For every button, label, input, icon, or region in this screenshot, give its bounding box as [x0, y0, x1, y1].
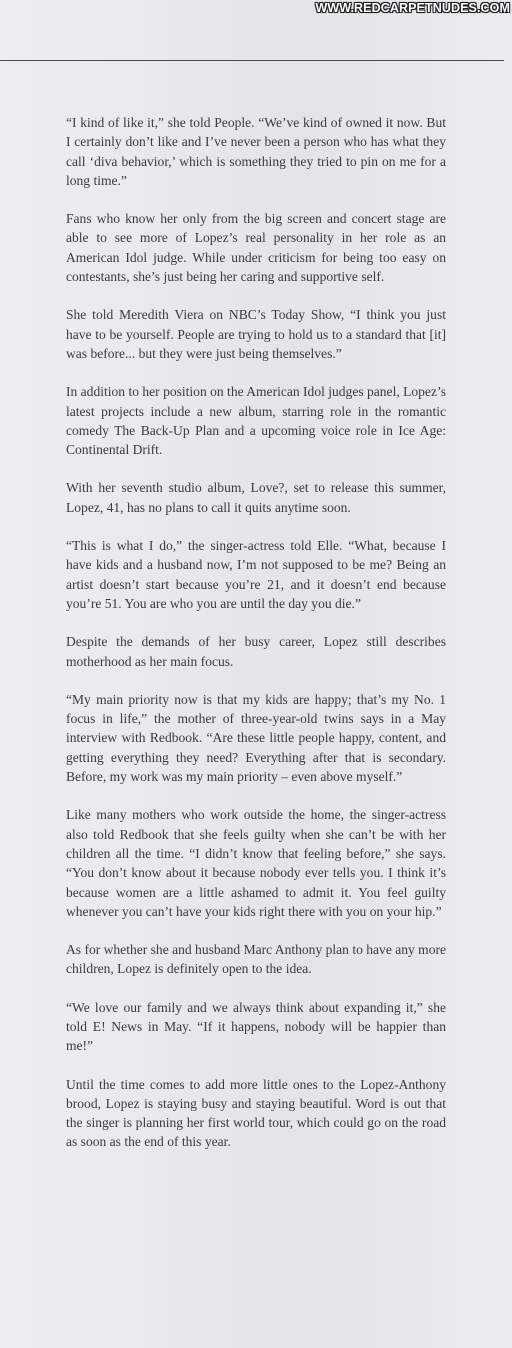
watermark: WWW.REDCARPETNUDES.COM [315, 1, 510, 15]
paragraph-9: Like many mothers who work outside the home, the singer-actress also told Redbook that she feels guilty when she can’t be with her children all the time. “I didn’t know that feeling before,” she says. “You don’t know about it because nobody ever tells you. I think it’s because women are a little ashamed to admit it. You feel guilty whenever you can’t have your kids right there with you on your hip.” [66, 807, 446, 919]
header-rule [0, 60, 504, 61]
paragraph-7: Despite the demands of her busy career, Lopez still describes motherhood as her main focus. [66, 634, 446, 669]
paragraph-4: In addition to her position on the American Idol judges panel, Lopez’s latest projects include a new album, starring role in the romantic comedy The Back-Up Plan and a upcoming voice role in Ice Age: Continental Drift. [66, 384, 446, 458]
paragraph-11: “We love our family and we always think about expanding it,” she told E! News in May. “If it happens, nobody will be happier than me!” [66, 999, 446, 1054]
paragraph-5: With her seventh studio album, Love?, set to release this summer, Lopez, 41, has no plans to call it quits anytime soon. [66, 480, 446, 515]
paragraph-6: “This is what I do,” the singer-actress told Elle. “What, because I have kids and a husband now, I’m not supposed to be me? Being an artist doesn’t start because you’re 21, and it doesn’t end because you’re 51. You are who you are until the day you die.” [66, 538, 446, 611]
paragraph-8: “My main priority now is that my kids are happy; that’s my No. 1 focus in life,” the mother of three-year-old twins says in a May interview with Redbook. “Are these little people happy, content, and getting everything they need? Everything after that is secondary. Before, my work was my main priority – even above myself.” [66, 691, 446, 785]
paragraph-12: Until the time comes to add more little ones to the Lopez-Anthony brood, Lopez is staying busy and staying beautiful. Word is out that the singer is planning her first world tour, which could go on the road as soon as the end of this year. [66, 1076, 446, 1150]
paragraph-3: She told Meredith Viera on NBC’s Today Show, “I think you just have to be yourself. People are trying to hold us to a standard that [it] was before... but they were just being themselves.” [66, 307, 446, 361]
paragraph-1: “I kind of like it,” she told People. “We’ve kind of owned it now. But I certainly don’t like and I’ve never been a person who has what they call ‘diva behavior,’ which is something they tried to pin on me for a long time.” [66, 115, 446, 188]
paragraph-10: As for whether she and husband Marc Anthony plan to have any more children, Lopez is definitely open to the idea. [66, 942, 446, 977]
paragraph-2: Fans who know her only from the big screen and concert stage are able to see more of Lopez’s real personality in her role as an American Idol judge. While under criticism for being too easy on contestants, she’s just being her caring and supportive self. [66, 211, 446, 285]
article-body [66, 113, 446, 1171]
